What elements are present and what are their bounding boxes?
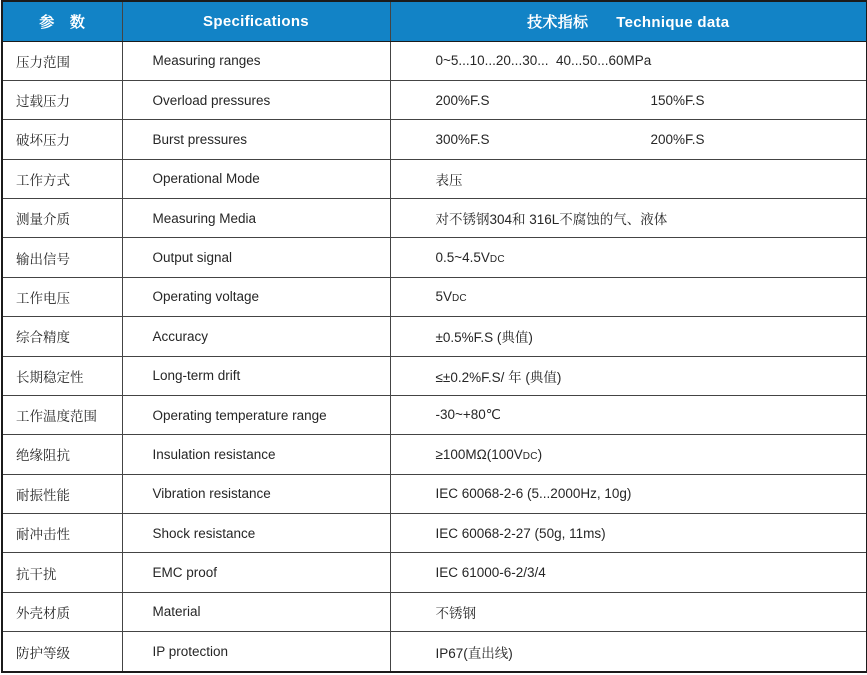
spec-en-cell: IP protection <box>122 632 390 672</box>
spec-en-cell: Overload pressures <box>122 80 390 119</box>
param-zh-cell: 外壳材质 <box>2 592 122 631</box>
header-row <box>2 1 867 41</box>
spec-en-cell: Material <box>122 592 390 631</box>
spec-en-cell: Accuracy <box>122 317 390 356</box>
value-cell: ≤±0.2%F.S/ 年 (典值) <box>390 356 867 395</box>
value-cell: 200%F.S 150%F.S <box>390 80 867 119</box>
table-row <box>2 553 867 592</box>
value-cell: IEC 60068-2-6 (5...2000Hz, 10g) <box>390 474 867 513</box>
header-tech-zh-label: 技术指标 <box>527 13 589 31</box>
value-cell: IEC 60068-2-27 (50g, 11ms) <box>390 514 867 553</box>
table-row <box>2 41 867 80</box>
param-zh-cell: 耐振性能 <box>2 474 122 513</box>
spec-en-cell: Operational Mode <box>122 159 390 198</box>
param-zh-cell: 工作电压 <box>2 277 122 316</box>
value-cell: 不锈钢 <box>390 592 867 631</box>
value-cell: ±0.5%F.S (典值) <box>390 317 867 356</box>
table-body <box>2 41 867 672</box>
spec-en-cell: Operating temperature range <box>122 395 390 434</box>
value-cell: 5VDC <box>390 277 867 316</box>
table-row <box>2 474 867 513</box>
value-cell: 对不锈钢304和 316L不腐蚀的气、液体 <box>390 199 867 238</box>
value-cell: 300%F.S 200%F.S <box>390 120 867 159</box>
param-zh-cell: 绝缘阻抗 <box>2 435 122 474</box>
param-zh-cell: 过载压力 <box>2 80 122 119</box>
param-zh-cell: 破坏压力 <box>2 120 122 159</box>
param-zh-cell: 输出信号 <box>2 238 122 277</box>
table-row <box>2 159 867 198</box>
spec-en-cell: Burst pressures <box>122 120 390 159</box>
table-row <box>2 238 867 277</box>
param-zh-cell: 抗干扰 <box>2 553 122 592</box>
table-row <box>2 395 867 434</box>
value-cell: ≥100MΩ(100VDC) <box>390 435 867 474</box>
table-row <box>2 317 867 356</box>
value-cell: 表压 <box>390 159 867 198</box>
table-row <box>2 199 867 238</box>
table-row <box>2 120 867 159</box>
table-row <box>2 514 867 553</box>
value-cell: 0~5...10...20...30... 40...50...60MPa <box>390 41 867 80</box>
spec-en-cell: Output signal <box>122 238 390 277</box>
spec-en-cell: Vibration resistance <box>122 474 390 513</box>
param-zh-cell: 压力范围 <box>2 41 122 80</box>
value-cell: IP67(直出线) <box>390 632 867 672</box>
param-zh-cell: 防护等级 <box>2 632 122 672</box>
table-row <box>2 592 867 631</box>
value-cell: IEC 61000-6-2/3/4 <box>390 553 867 592</box>
header-specifications: Specifications <box>122 1 390 41</box>
value-cell: -30~+80℃ <box>390 395 867 434</box>
spec-en-cell: Long-term drift <box>122 356 390 395</box>
table-row <box>2 277 867 316</box>
param-zh-cell: 长期稳定性 <box>2 356 122 395</box>
spec-en-cell: Measuring Media <box>122 199 390 238</box>
header-param: 参 数 <box>2 1 122 41</box>
value-cell: 0.5~4.5VDC <box>390 238 867 277</box>
header-technique-data <box>390 1 867 41</box>
spec-en-cell: Measuring ranges <box>122 41 390 80</box>
specifications-table <box>1 0 867 673</box>
spec-en-cell: Shock resistance <box>122 514 390 553</box>
param-zh-cell: 测量介质 <box>2 199 122 238</box>
table-row <box>2 356 867 395</box>
header-tech-en-label: Technique data <box>616 13 730 31</box>
spec-en-cell: Operating voltage <box>122 277 390 316</box>
spec-en-cell: Insulation resistance <box>122 435 390 474</box>
table-row <box>2 80 867 119</box>
param-zh-cell: 综合精度 <box>2 317 122 356</box>
table-row <box>2 632 867 672</box>
param-zh-cell: 耐冲击性 <box>2 514 122 553</box>
table-row <box>2 435 867 474</box>
spec-en-cell: EMC proof <box>122 553 390 592</box>
param-zh-cell: 工作温度范围 <box>2 395 122 434</box>
param-zh-cell: 工作方式 <box>2 159 122 198</box>
